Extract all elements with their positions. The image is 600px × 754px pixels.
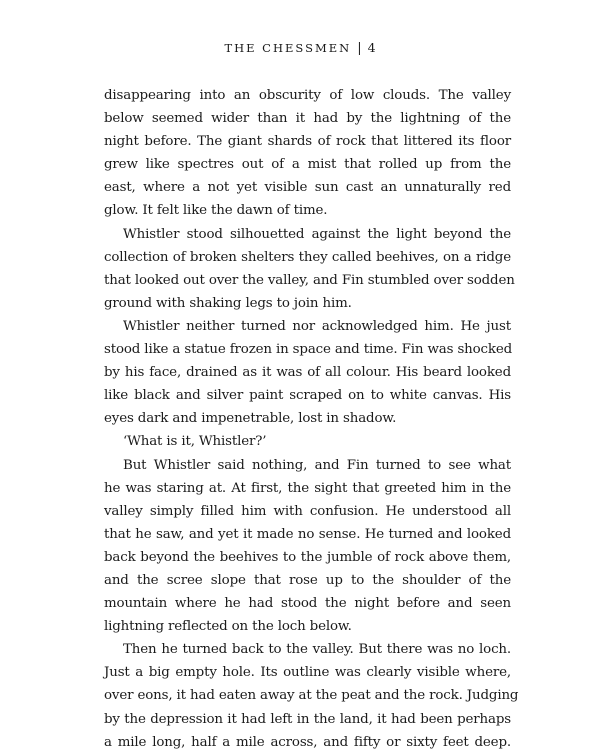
text-line: east, where a not yet visible sun cast an unnaturally red <box>104 180 511 196</box>
text-line: below seemed wider than it had by the lightning of the <box>104 111 511 127</box>
running-head-title: THE CHESSMEN <box>224 41 352 55</box>
paragraph <box>104 638 519 753</box>
text-line: valley simply filled him with confusion. He understood all <box>104 503 511 519</box>
page-number: 4 <box>367 40 376 55</box>
text-line: by his face, drained as it was of all colour. His beard looked <box>104 365 511 381</box>
text-line: lightning reflected on the loch below. <box>104 619 352 635</box>
text-line: Just a big empty hole. Its outline was clearly visible where, <box>104 665 511 681</box>
text-line: over eons, it had eaten away at the peat and the rock. Judging <box>104 688 519 704</box>
text-line: Whistler neither turned nor acknowledged him. He just <box>123 318 511 334</box>
text-line: and the scree slope that rose up to the shoulder of the <box>104 572 511 588</box>
text-line: glow. It felt like the dawn of time. <box>104 203 328 219</box>
body-text <box>104 84 519 754</box>
paragraph <box>104 84 511 223</box>
text-line: ground with shaking legs to join him. <box>104 295 352 311</box>
text-line: like black and silver paint scraped on to white canvas. His <box>104 388 511 404</box>
paragraph <box>104 223 515 315</box>
text-line: by the depression it had left in the land, it had been perhaps <box>104 711 511 727</box>
text-line: back beyond the beehives to the jumble of rock above them, <box>104 549 511 565</box>
text-line: night before. The giant shards of rock that littered its floor <box>104 134 511 150</box>
text-line: eyes dark and impenetrable, lost in shadow. <box>104 411 397 427</box>
paragraph <box>104 430 511 453</box>
paragraph <box>104 454 511 639</box>
text-line: disappearing into an obscurity of low clouds. The valley <box>104 88 511 103</box>
text-line: stood like a statue frozen in space and time. Fin was shocked <box>104 342 513 358</box>
text-line: collection of broken shelters they called beehives, on a ridge <box>104 249 511 265</box>
text-line: that he saw, and yet it made no sense. He turned and looked <box>104 526 511 542</box>
text-line: that looked out over the valley, and Fin stumbled over sodden <box>104 272 515 288</box>
paragraph <box>104 315 511 430</box>
text-line: ‘What is it, Whistler?’ <box>123 434 267 450</box>
text-line: mountain where he had stood the night before and seen <box>104 596 511 612</box>
text-line: Whistler stood silhouetted against the light beyond the <box>123 226 511 242</box>
running-head <box>0 40 600 56</box>
text-line: grew like spectres out of a mist that rolled up from the <box>104 157 511 173</box>
text-line: But Whistler said nothing, and Fin turned to see what <box>123 457 511 473</box>
running-head-separator: | <box>357 41 362 56</box>
text-line: he was staring at. At first, the sight that greeted him in the <box>104 480 511 496</box>
text-line: Then he turned back to the valley. But there was no loch. <box>123 642 511 658</box>
text-line: a mile long, half a mile across, and fifty or sixty feet deep. <box>104 734 511 750</box>
